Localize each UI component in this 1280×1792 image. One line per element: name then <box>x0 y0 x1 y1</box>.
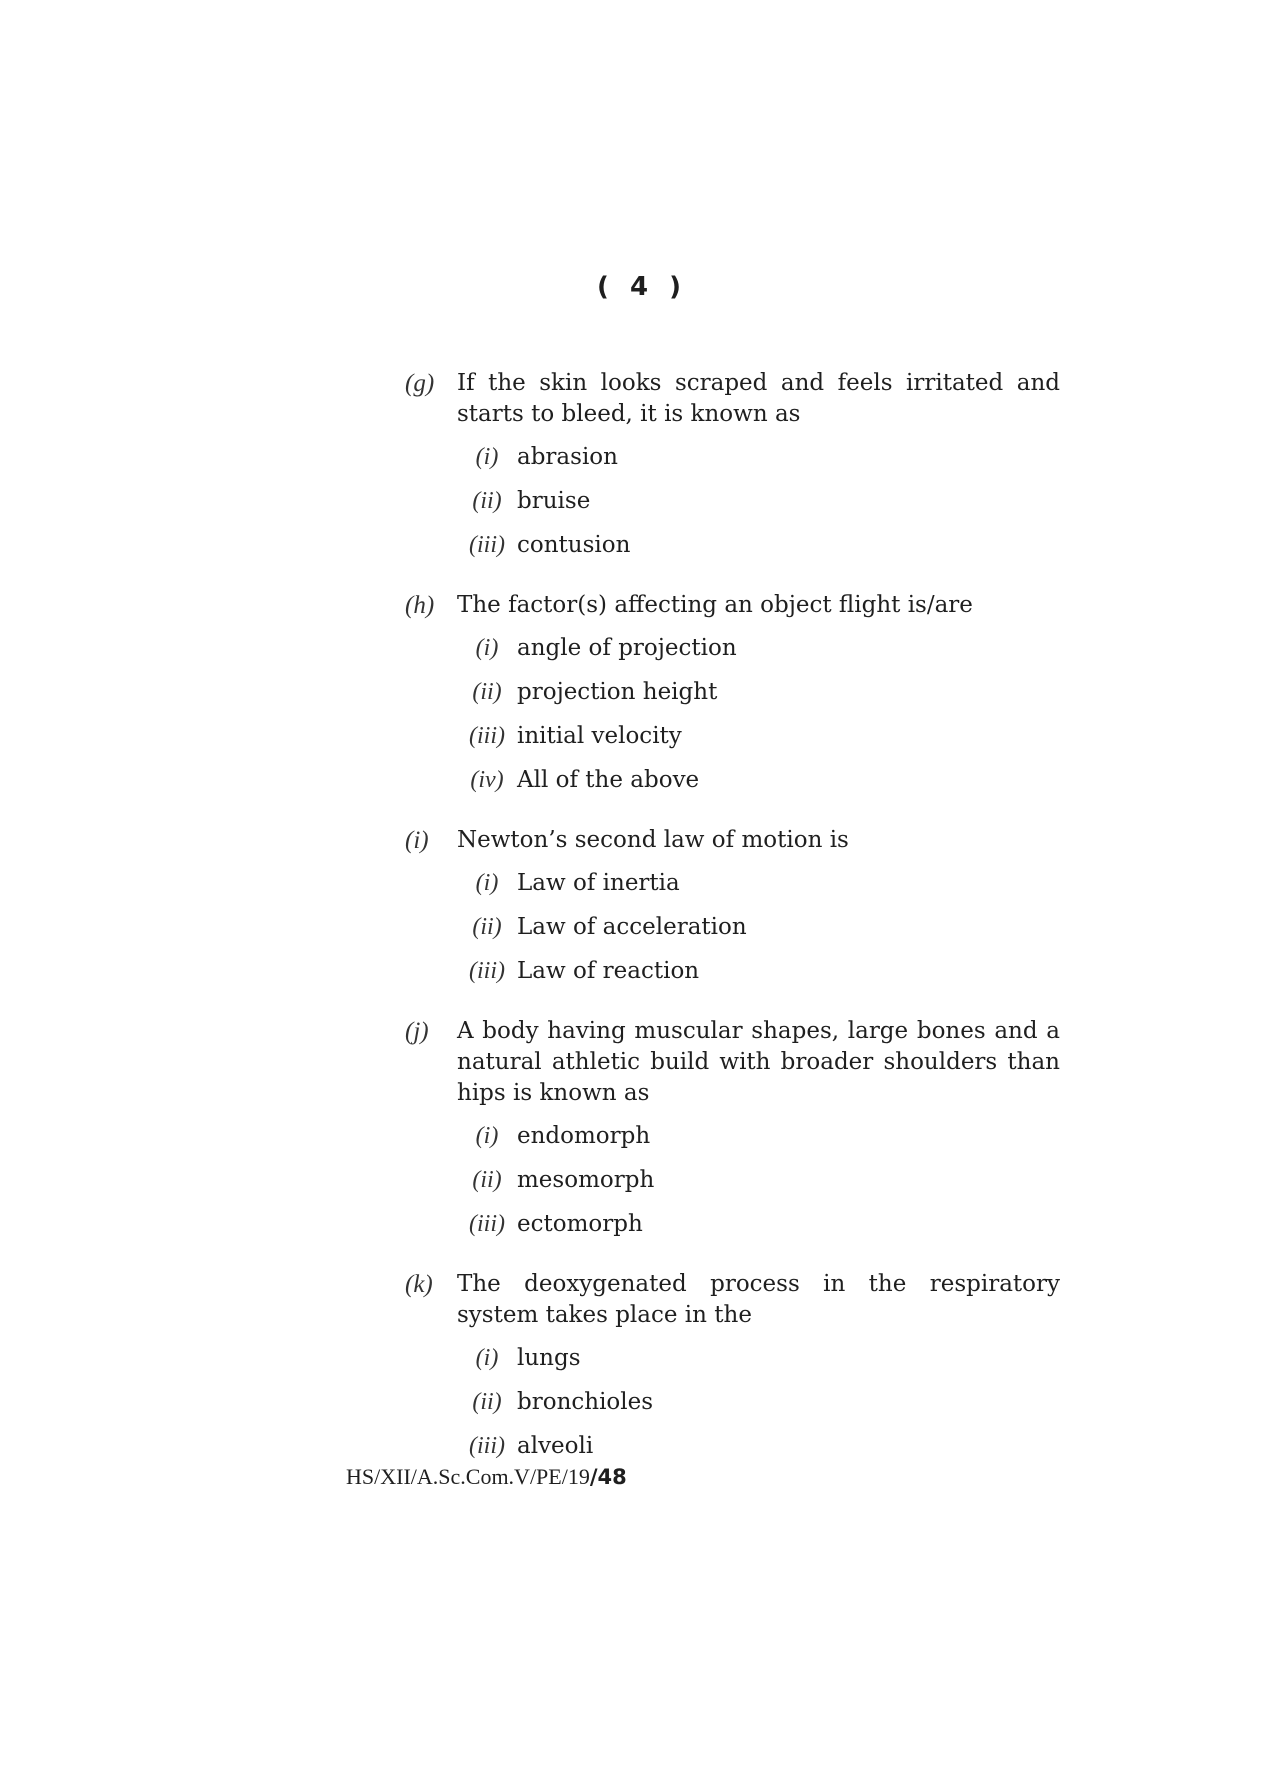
option-list <box>457 1121 1060 1253</box>
option-item <box>457 486 1060 530</box>
question-label: (i) <box>405 827 429 854</box>
option-label: (ii) <box>472 914 502 940</box>
option-label: (iii) <box>469 723 505 749</box>
question-label: (j) <box>405 1018 429 1045</box>
option-label: (ii) <box>472 488 502 514</box>
option-label: (iii) <box>469 532 505 558</box>
option-text: projection height <box>517 679 718 705</box>
option-item <box>457 1387 1060 1431</box>
option-text: bruise <box>517 488 591 514</box>
option-list <box>457 633 1060 809</box>
question-i <box>405 825 1060 1000</box>
question-list <box>405 368 1060 1491</box>
option-item <box>457 1121 1060 1165</box>
option-text: Law of inertia <box>517 870 680 896</box>
option-label: (ii) <box>472 1167 502 1193</box>
option-item <box>457 1343 1060 1387</box>
option-text: abrasion <box>517 444 618 470</box>
footer-code-text: HS/XII/A.Sc.Com.V/PE/19 <box>346 1464 590 1489</box>
option-label: (i) <box>475 1123 499 1149</box>
question-g <box>405 368 1060 574</box>
option-label: (i) <box>475 1345 499 1371</box>
option-item <box>457 530 1060 574</box>
option-text: bronchioles <box>517 1389 654 1415</box>
question-label: (g) <box>405 370 435 397</box>
option-text: angle of projection <box>517 635 737 661</box>
option-item <box>457 912 1060 956</box>
option-item <box>457 442 1060 486</box>
question-j <box>405 1016 1060 1253</box>
question-label: (k) <box>405 1271 433 1298</box>
option-text: lungs <box>517 1345 581 1371</box>
question-h <box>405 590 1060 809</box>
question-text: Newton’s second law of motion is <box>457 827 849 853</box>
option-label: (iii) <box>469 1433 505 1459</box>
question-k <box>405 1269 1060 1475</box>
option-text: alveoli <box>517 1433 594 1459</box>
option-label: (i) <box>475 444 499 470</box>
option-item <box>457 677 1060 721</box>
question-text: The factor(s) affecting an object flight is/are <box>457 592 973 618</box>
option-list <box>457 868 1060 1000</box>
option-item <box>457 765 1060 809</box>
option-label: (iii) <box>469 958 505 984</box>
option-list <box>457 442 1060 574</box>
page-number: ( 4 ) <box>597 272 683 302</box>
option-text: Law of reaction <box>517 958 700 984</box>
footer-code <box>346 1464 627 1490</box>
option-label: (ii) <box>472 1389 502 1415</box>
option-item <box>457 1165 1060 1209</box>
option-text: contusion <box>517 532 631 558</box>
question-text: If the skin looks scraped and feels irritated and starts to bleed, it is known as <box>457 370 1060 427</box>
option-item <box>457 721 1060 765</box>
footer-code-suffix: /48 <box>589 1465 627 1489</box>
option-label: (iv) <box>470 767 504 793</box>
option-list <box>457 1343 1060 1475</box>
option-text: All of the above <box>517 767 700 793</box>
question-text: The deoxygenated process in the respiratory system takes place in the <box>457 1271 1060 1328</box>
option-label: (iii) <box>469 1211 505 1237</box>
option-text: mesomorph <box>517 1167 655 1193</box>
option-item <box>457 1209 1060 1253</box>
option-text: initial velocity <box>517 723 682 749</box>
option-text: endomorph <box>517 1123 651 1149</box>
option-text: ectomorph <box>517 1211 643 1237</box>
question-label: (h) <box>405 592 435 619</box>
option-text: Law of acceleration <box>517 914 747 940</box>
option-item <box>457 868 1060 912</box>
question-text: A body having muscular shapes, large bones and a natural athletic build with broader shoulders than hips is known as <box>457 1018 1060 1106</box>
option-label: (ii) <box>472 679 502 705</box>
option-item <box>457 633 1060 677</box>
option-label: (i) <box>475 870 499 896</box>
option-item <box>457 956 1060 1000</box>
option-label: (i) <box>475 635 499 661</box>
